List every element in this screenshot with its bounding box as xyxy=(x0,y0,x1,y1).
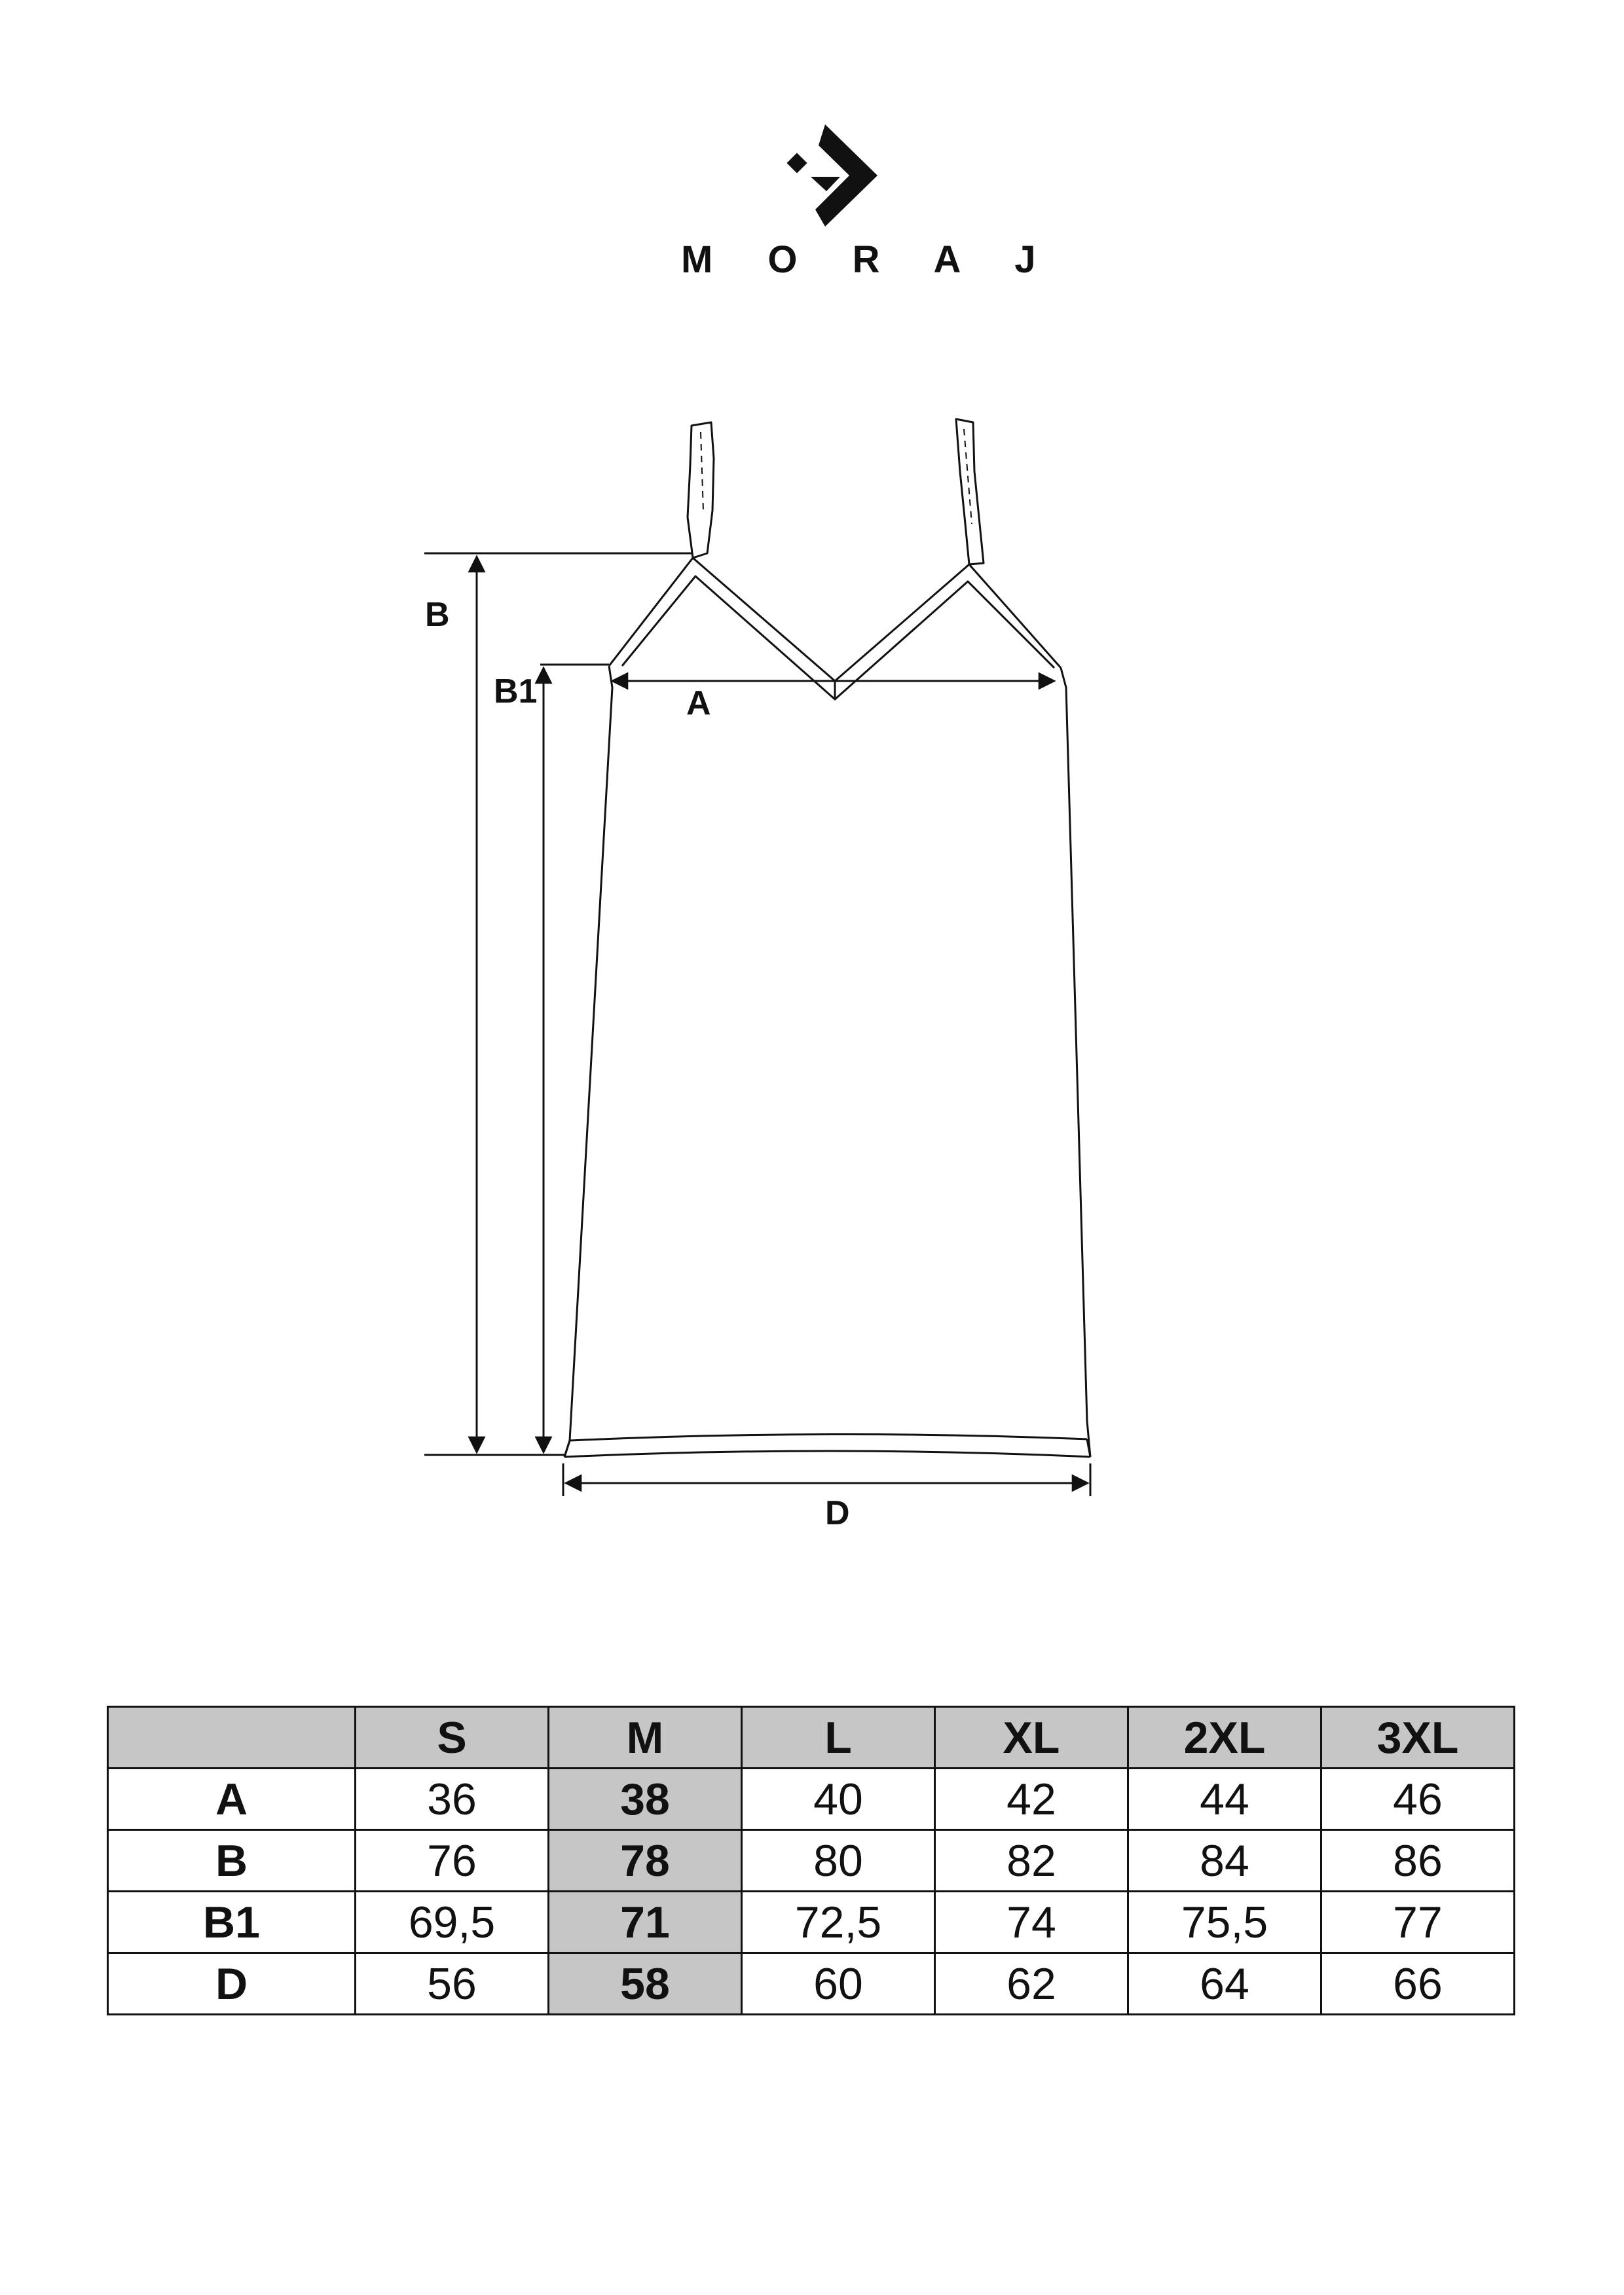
table-cell: 62 xyxy=(935,1953,1128,2015)
table-row xyxy=(108,1953,1515,2015)
table-cell: 36 xyxy=(356,1769,549,1830)
row-label: A xyxy=(108,1769,356,1830)
table-cell: 74 xyxy=(935,1892,1128,1953)
dimension-label-D: D xyxy=(825,1494,850,1532)
header-cell-size: L xyxy=(742,1707,935,1769)
hem xyxy=(570,1434,1087,1441)
table-cell-highlighted: 71 xyxy=(549,1892,742,1953)
table-cell: 40 xyxy=(742,1769,935,1830)
dimension-label-B: B xyxy=(425,596,450,634)
table-cell: 72,5 xyxy=(742,1892,935,1953)
neckline xyxy=(609,558,1061,681)
table-cell-highlighted: 78 xyxy=(549,1830,742,1892)
table-cell-highlighted: 58 xyxy=(549,1953,742,2015)
table-cell: 56 xyxy=(356,1953,549,2015)
header-cell-size: XL xyxy=(935,1707,1128,1769)
table-cell: 76 xyxy=(356,1830,549,1892)
dimension-label-B1: B1 xyxy=(494,672,538,710)
dress-body xyxy=(564,666,612,1457)
table-cell: 84 xyxy=(1128,1830,1321,1892)
table-cell: 66 xyxy=(1321,1953,1515,2015)
header-cell-size: 2XL xyxy=(1128,1707,1321,1769)
row-label: B1 xyxy=(108,1892,356,1953)
table-cell: 44 xyxy=(1128,1769,1321,1830)
table-cell: 80 xyxy=(742,1830,935,1892)
row-label: D xyxy=(108,1953,356,2015)
table-cell: 46 xyxy=(1321,1769,1515,1830)
header-cell-size: M xyxy=(549,1707,742,1769)
table-cell-highlighted: 38 xyxy=(549,1769,742,1830)
table-cell: 82 xyxy=(935,1830,1128,1892)
size-table xyxy=(107,1706,1515,2015)
table-row xyxy=(108,1892,1515,1953)
table-cell: 86 xyxy=(1321,1830,1515,1892)
header-cell-corner xyxy=(108,1707,356,1769)
table-cell: 69,5 xyxy=(356,1892,549,1953)
table-cell: 42 xyxy=(935,1769,1128,1830)
table-cell: 77 xyxy=(1321,1892,1515,1953)
table-row xyxy=(108,1830,1515,1892)
table-cell: 60 xyxy=(742,1953,935,2015)
table-header-row xyxy=(108,1707,1515,1769)
row-label: B xyxy=(108,1830,356,1892)
right-strap xyxy=(956,419,984,564)
header-cell-size: 3XL xyxy=(1321,1707,1515,1769)
table-cell: 64 xyxy=(1128,1953,1321,2015)
table-row xyxy=(108,1769,1515,1830)
dimension-label-A: A xyxy=(686,684,711,722)
header-cell-size: S xyxy=(356,1707,549,1769)
table-cell: 75,5 xyxy=(1128,1892,1321,1953)
left-strap xyxy=(688,422,714,558)
brand-name: M O R A J xyxy=(681,238,1058,281)
